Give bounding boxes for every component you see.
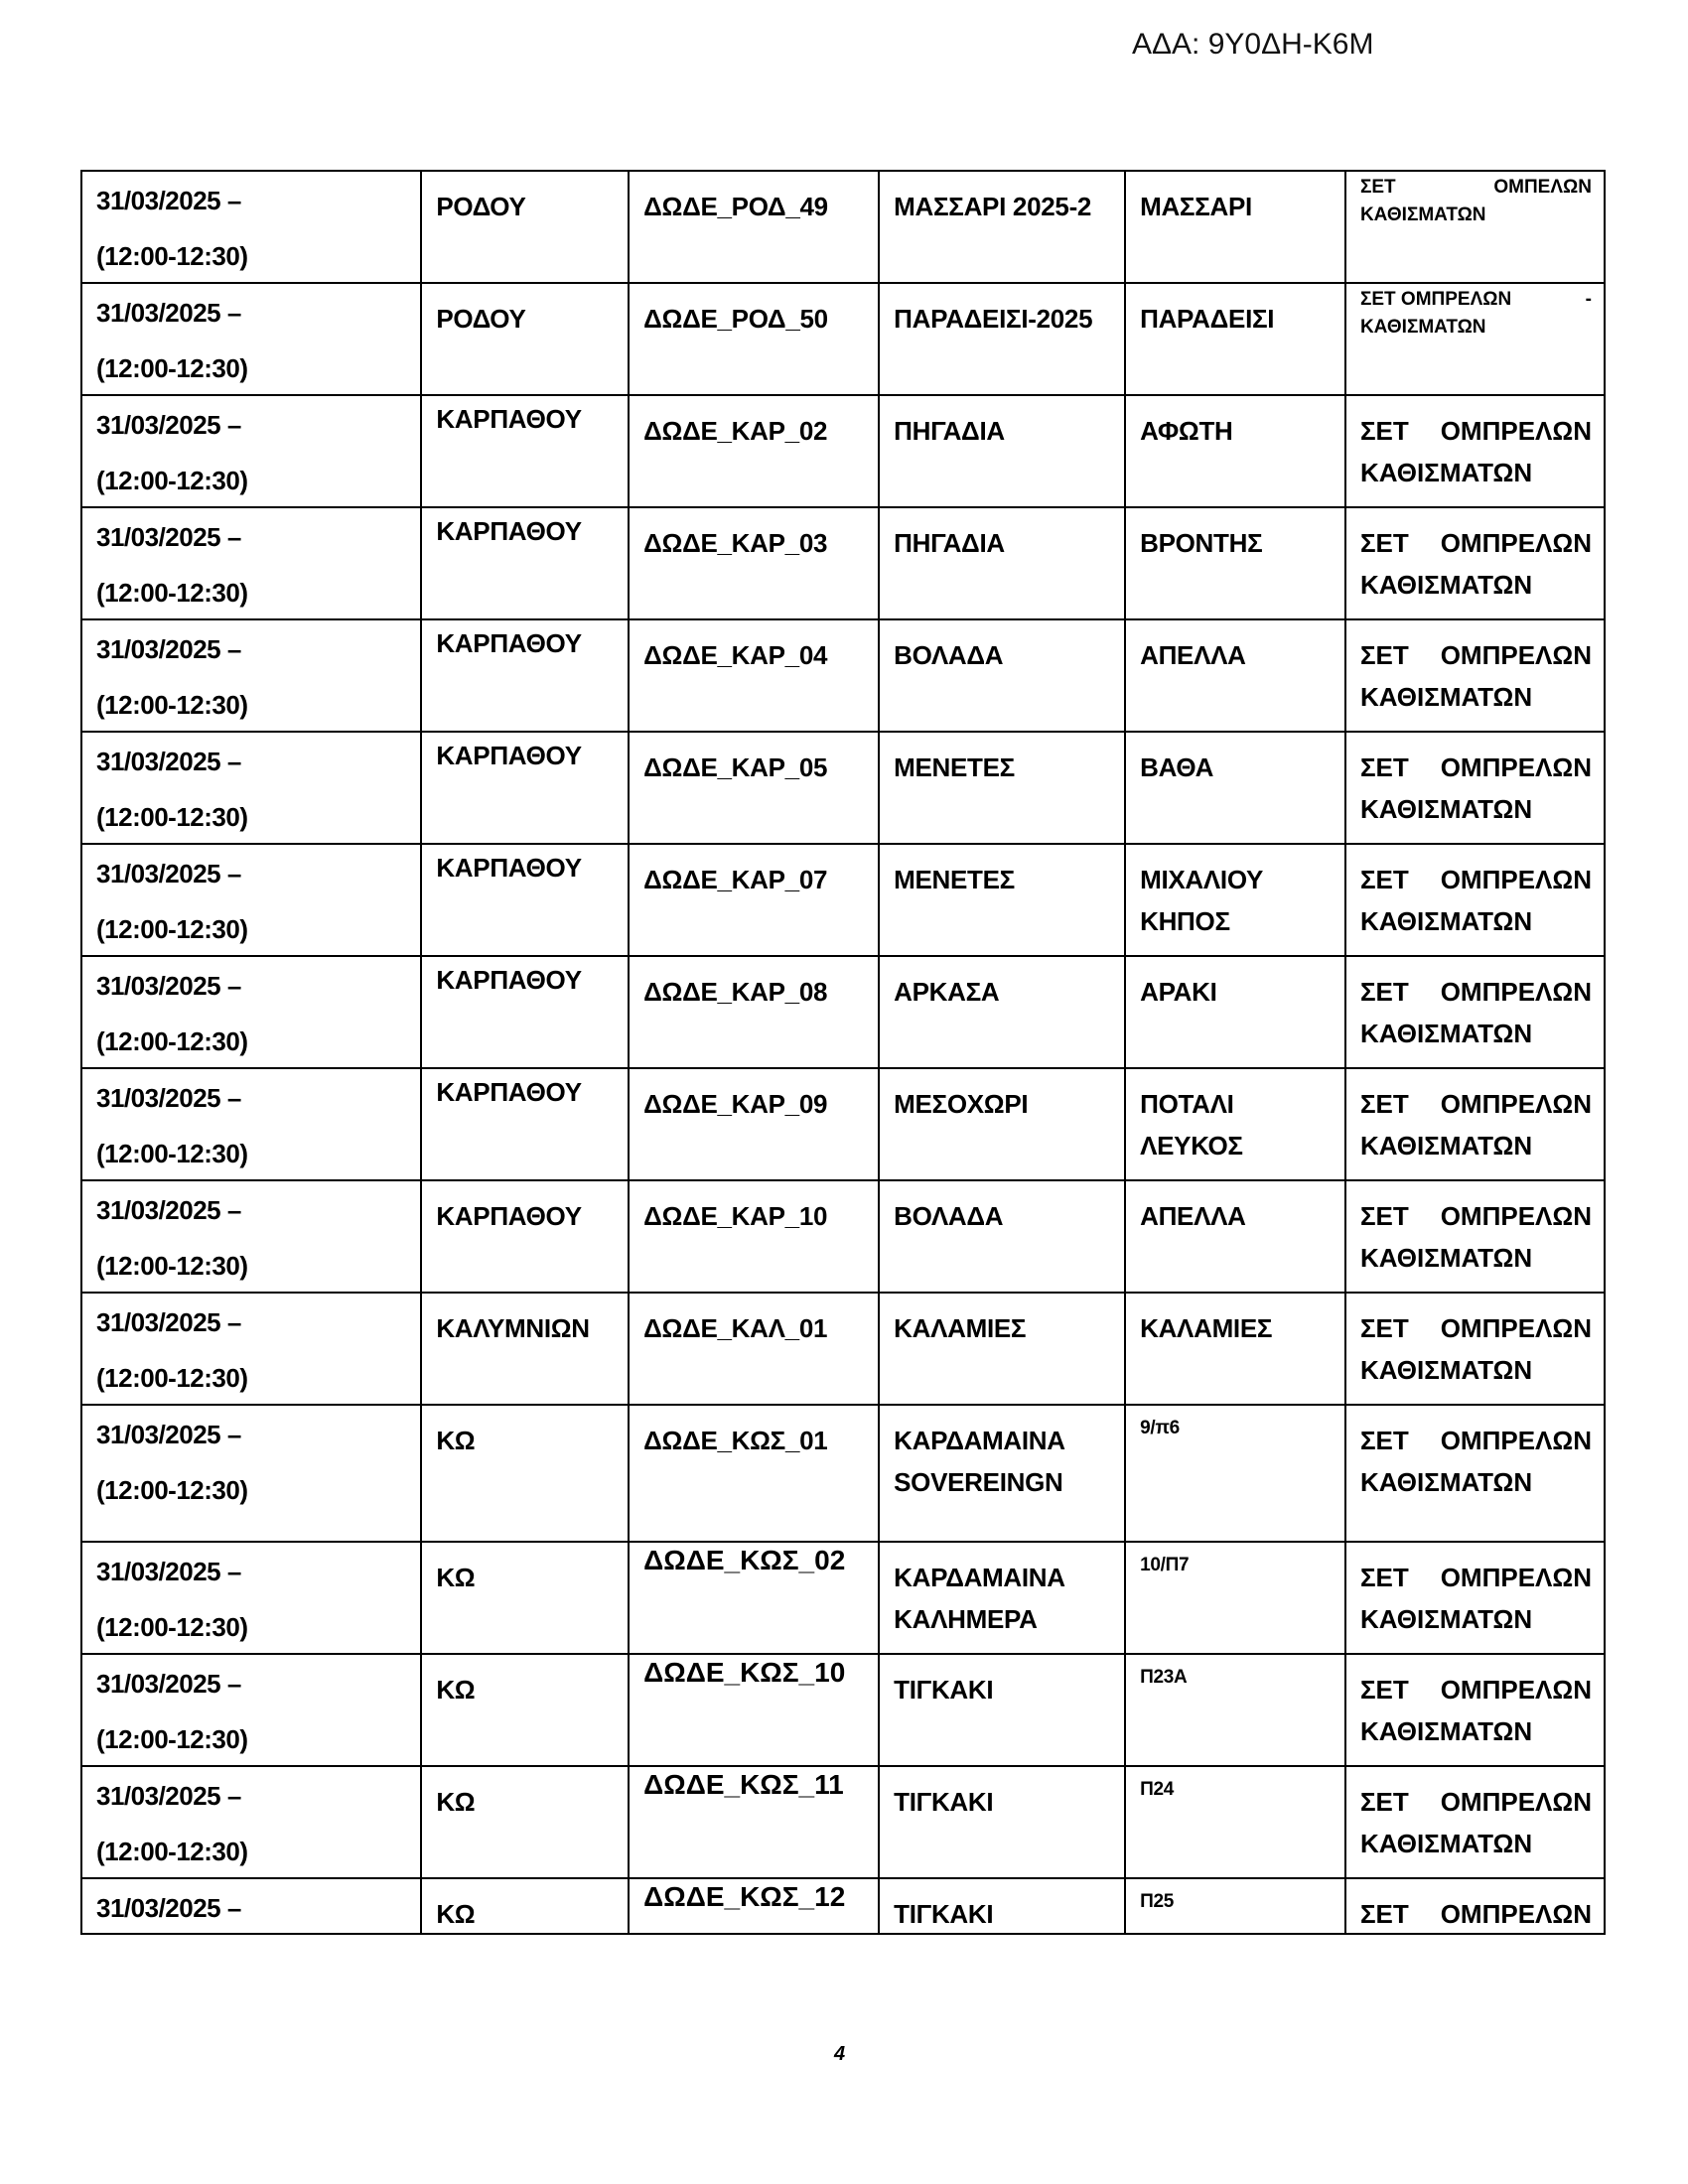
code-text: ΔΩΔΕ_ΡΟΔ_49 bbox=[643, 192, 828, 221]
area-cell bbox=[421, 283, 629, 395]
site-text: ΚΑΡΔΑΜΑΙΝΑ ΚΑΛΗΜΕΡΑ bbox=[894, 1563, 1065, 1634]
area-text: ΚΑΡΠΑΘΟΥ bbox=[436, 628, 582, 658]
area-text: ΚΑΡΠΑΘΟΥ bbox=[436, 853, 582, 883]
use-text-part: ΟΜΠΡΕΛΩΝ bbox=[1440, 865, 1592, 894]
site-cell bbox=[879, 283, 1125, 395]
table-row bbox=[81, 844, 1605, 956]
site-text: ΜΕΣΟΧΩΡΙ bbox=[894, 1089, 1029, 1119]
use-text-part: ΣΕΤ bbox=[1359, 977, 1409, 1007]
use-text-part: ΣΕΤ bbox=[1359, 640, 1409, 670]
date-text: 31/03/2025 – bbox=[96, 186, 241, 215]
use-cell bbox=[1345, 1766, 1605, 1878]
date-cell bbox=[81, 507, 421, 619]
date-text: 31/03/2025 – bbox=[96, 1420, 241, 1449]
code-cell bbox=[629, 171, 879, 283]
code-cell bbox=[629, 619, 879, 732]
code-cell bbox=[629, 1766, 879, 1878]
time-text: (12:00-12:30) bbox=[96, 1251, 248, 1281]
area-cell bbox=[421, 1878, 629, 1934]
location-text: ΚΑΛΑΜΙΕΣ bbox=[1140, 1313, 1273, 1343]
date-cell bbox=[81, 1068, 421, 1180]
use-text-part: ΣΕΤ bbox=[1359, 177, 1396, 198]
use-text bbox=[1360, 1557, 1592, 1640]
location-cell bbox=[1125, 1405, 1345, 1542]
use-text-line2: ΚΑΘΙΣΜΑΤΩΝ bbox=[1359, 1131, 1533, 1160]
location-text: ΠΑΡΑΔΕΙΣΙ bbox=[1140, 304, 1275, 334]
code-text: ΔΩΔΕ_ΚΑΡ_05 bbox=[643, 752, 828, 782]
date-cell bbox=[81, 171, 421, 283]
table-row bbox=[81, 732, 1605, 844]
use-text-line2: ΚΑΘΙΣΜΑΤΩΝ bbox=[1359, 794, 1533, 824]
use-text bbox=[1360, 1420, 1592, 1503]
date-cell bbox=[81, 1766, 421, 1878]
use-cell bbox=[1345, 956, 1605, 1068]
code-text: ΔΩΔΕ_ΚΩΣ_10 bbox=[643, 1657, 846, 1688]
table-row bbox=[81, 171, 1605, 283]
site-text: ΠΗΓΑΔΙΑ bbox=[894, 528, 1005, 558]
use-cell bbox=[1345, 732, 1605, 844]
code-cell bbox=[629, 1654, 879, 1766]
area-cell bbox=[421, 619, 629, 732]
use-cell bbox=[1345, 507, 1605, 619]
use-cell bbox=[1345, 171, 1605, 283]
site-text: ΑΡΚΑΣΑ bbox=[894, 977, 1000, 1007]
time-text: (12:00-12:30) bbox=[96, 466, 248, 495]
table-row bbox=[81, 1068, 1605, 1180]
code-cell bbox=[629, 956, 879, 1068]
date-cell bbox=[81, 956, 421, 1068]
code-text: ΔΩΔΕ_ΚΩΣ_12 bbox=[643, 1881, 846, 1912]
table-row bbox=[81, 619, 1605, 732]
code-text: ΔΩΔΕ_ΚΑΡ_02 bbox=[643, 416, 828, 446]
use-text-part: ΟΜΠΡΕΛΩΝ bbox=[1440, 416, 1592, 446]
area-text: ΚΑΡΠΑΘΟΥ bbox=[436, 404, 582, 434]
table-row bbox=[81, 1405, 1605, 1542]
use-text-part: ΟΜΠΡΕΛΩΝ bbox=[1440, 1313, 1592, 1343]
location-cell bbox=[1125, 844, 1345, 956]
location-text: ΒΡΟΝΤΗΣ bbox=[1140, 528, 1263, 558]
site-text: ΒΟΛΑΔΑ bbox=[894, 640, 1004, 670]
site-text: ΤΙΓΚΑΚΙ bbox=[894, 1675, 994, 1705]
table-row bbox=[81, 956, 1605, 1068]
use-text-part: ΣΕΤ bbox=[1359, 1899, 1409, 1929]
code-text: ΔΩΔΕ_ΚΑΡ_03 bbox=[643, 528, 828, 558]
location-text: Π23Α bbox=[1140, 1667, 1188, 1688]
use-text-part: ΟΜΠΡΕΛΩΝ bbox=[1440, 1426, 1592, 1455]
location-cell bbox=[1125, 956, 1345, 1068]
date-cell bbox=[81, 1293, 421, 1405]
use-cell bbox=[1345, 395, 1605, 507]
time-text: (12:00-12:30) bbox=[96, 1612, 248, 1642]
table-row bbox=[81, 1766, 1605, 1878]
use-cell bbox=[1345, 1180, 1605, 1293]
code-cell bbox=[629, 844, 879, 956]
use-text-part: ΟΜΠΕΛΩΝ bbox=[1493, 177, 1592, 198]
date-text: 31/03/2025 – bbox=[96, 522, 241, 552]
use-cell bbox=[1345, 1405, 1605, 1542]
date-cell bbox=[81, 844, 421, 956]
site-cell bbox=[879, 1542, 1125, 1654]
time-text: (12:00-12:30) bbox=[96, 1139, 248, 1168]
area-text: ΚΩ bbox=[436, 1563, 476, 1592]
area-text: ΚΑΡΠΑΘΟΥ bbox=[436, 516, 582, 546]
location-text: Π25 bbox=[1140, 1891, 1175, 1912]
site-text: ΚΑΡΔΑΜΑΙΝΑ SOVEREINGN bbox=[894, 1426, 1065, 1497]
use-text-line2: ΚΑΘΙΣΜΑΤΩΝ bbox=[1359, 570, 1533, 600]
location-text: ΜΑΣΣΑΡΙ bbox=[1140, 192, 1252, 221]
use-text-part: ΟΜΠΡΕΛΩΝ bbox=[1440, 1563, 1592, 1592]
code-text: ΔΩΔΕ_ΚΑΡ_09 bbox=[643, 1089, 828, 1119]
use-text-part: ΟΜΠΡΕΛΩΝ bbox=[1440, 640, 1592, 670]
use-text bbox=[1360, 971, 1592, 1054]
date-cell bbox=[81, 395, 421, 507]
site-text: ΜΕΝΕΤΕΣ bbox=[894, 865, 1015, 894]
use-text-part: ΟΜΠΡΕΛΩΝ bbox=[1440, 1899, 1592, 1929]
use-cell bbox=[1345, 283, 1605, 395]
site-cell bbox=[879, 1293, 1125, 1405]
use-text bbox=[1360, 410, 1592, 493]
time-text: (12:00-12:30) bbox=[96, 690, 248, 720]
site-text: ΜΕΝΕΤΕΣ bbox=[894, 752, 1015, 782]
location-cell bbox=[1125, 1654, 1345, 1766]
use-cell bbox=[1345, 1878, 1605, 1934]
area-cell bbox=[421, 1654, 629, 1766]
area-cell bbox=[421, 171, 629, 283]
code-cell bbox=[629, 283, 879, 395]
area-cell bbox=[421, 395, 629, 507]
area-text: ΚΑΡΠΑΘΟΥ bbox=[436, 1077, 582, 1107]
time-text: (12:00-12:30) bbox=[96, 802, 248, 832]
date-text: 31/03/2025 – bbox=[96, 1307, 241, 1337]
location-cell bbox=[1125, 732, 1345, 844]
area-cell bbox=[421, 956, 629, 1068]
table-row bbox=[81, 1542, 1605, 1654]
date-cell bbox=[81, 732, 421, 844]
site-text: ΤΙΓΚΑΚΙ bbox=[894, 1787, 994, 1817]
date-text: 31/03/2025 – bbox=[96, 634, 241, 664]
date-text: 31/03/2025 – bbox=[96, 1893, 241, 1923]
area-text: ΚΩ bbox=[436, 1899, 476, 1929]
date-text: 31/03/2025 – bbox=[96, 1669, 241, 1699]
use-text-line2: ΚΑΘΙΣΜΑΤΩΝ bbox=[1359, 1716, 1533, 1746]
area-cell bbox=[421, 1766, 629, 1878]
area-cell bbox=[421, 1405, 629, 1542]
site-cell bbox=[879, 1068, 1125, 1180]
site-cell bbox=[879, 507, 1125, 619]
code-cell bbox=[629, 395, 879, 507]
code-text: ΔΩΔΕ_ΚΑΡ_10 bbox=[643, 1201, 828, 1231]
date-text: 31/03/2025 – bbox=[96, 410, 241, 440]
use-text-line2: ΚΑΘΙΣΜΑΤΩΝ bbox=[1359, 1243, 1533, 1273]
use-cell bbox=[1345, 1654, 1605, 1766]
area-text: ΚΑΡΠΑΘΟΥ bbox=[436, 741, 582, 770]
use-text-part: ΣΕΤ bbox=[1359, 1201, 1409, 1231]
use-cell bbox=[1345, 1542, 1605, 1654]
time-text: (12:00-12:30) bbox=[96, 353, 248, 383]
date-cell bbox=[81, 283, 421, 395]
code-text: ΔΩΔΕ_ΚΑΡ_04 bbox=[643, 640, 828, 670]
code-cell bbox=[629, 732, 879, 844]
use-text-part: ΣΕΤ bbox=[1359, 1787, 1409, 1817]
use-text bbox=[1360, 286, 1592, 341]
location-text: ΑΡΑΚΙ bbox=[1140, 977, 1217, 1007]
site-cell bbox=[879, 1654, 1125, 1766]
area-cell bbox=[421, 1180, 629, 1293]
use-text-line2: ΚΑΘΙΣΜΑΤΩΝ bbox=[1359, 205, 1486, 225]
site-cell bbox=[879, 956, 1125, 1068]
use-text bbox=[1360, 1083, 1592, 1166]
use-text-part: ΣΕΤ bbox=[1359, 1426, 1409, 1455]
site-cell bbox=[879, 171, 1125, 283]
use-text-part: ΟΜΠΡΕΛΩΝ bbox=[1440, 1089, 1592, 1119]
use-text-line2: ΚΑΘΙΣΜΑΤΩΝ bbox=[1359, 1829, 1533, 1858]
use-text bbox=[1360, 747, 1592, 830]
date-cell bbox=[81, 1878, 421, 1934]
use-text bbox=[1360, 1893, 1592, 1935]
use-text-part: ΟΜΠΡΕΛΩΝ bbox=[1440, 1201, 1592, 1231]
time-text: (12:00-12:30) bbox=[96, 1724, 248, 1754]
use-text-part: ΟΜΠΡΕΛΩΝ bbox=[1440, 1675, 1592, 1705]
code-text: ΔΩΔΕ_ΡΟΔ_50 bbox=[643, 304, 828, 334]
date-cell bbox=[81, 619, 421, 732]
area-text: ΚΑΛΥΜΝΙΩΝ bbox=[436, 1313, 590, 1343]
code-cell bbox=[629, 1542, 879, 1654]
use-text-part: ΣΕΤ bbox=[1359, 1563, 1409, 1592]
area-text: ΚΩ bbox=[436, 1426, 476, 1455]
use-text-line2: ΚΑΘΙΣΜΑΤΩΝ bbox=[1359, 906, 1533, 936]
use-text-part: ΣΕΤ bbox=[1359, 1313, 1409, 1343]
location-cell bbox=[1125, 1293, 1345, 1405]
code-text: ΔΩΔΕ_ΚΩΣ_02 bbox=[643, 1545, 846, 1575]
location-cell bbox=[1125, 1180, 1345, 1293]
location-cell bbox=[1125, 171, 1345, 283]
ada-reference: ΑΔΑ: 9Υ0ΔΗ-Κ6Μ bbox=[1132, 28, 1374, 61]
area-cell bbox=[421, 1293, 629, 1405]
use-text-part: ΣΕΤ bbox=[1359, 528, 1409, 558]
site-text: ΒΟΛΑΔΑ bbox=[894, 1201, 1004, 1231]
time-text: (12:00-12:30) bbox=[96, 1026, 248, 1056]
use-text-part: ΟΜΠΡΕΛΩΝ bbox=[1440, 528, 1592, 558]
use-text-part: ΟΜΠΡΕΛΩΝ bbox=[1440, 977, 1592, 1007]
site-cell bbox=[879, 619, 1125, 732]
location-text: ΜΙΧΑΛΙΟΥ ΚΗΠΟΣ bbox=[1140, 865, 1264, 936]
area-cell bbox=[421, 507, 629, 619]
code-cell bbox=[629, 1068, 879, 1180]
date-cell bbox=[81, 1180, 421, 1293]
location-text: ΑΠΕΛΛΑ bbox=[1140, 1201, 1246, 1231]
schedule-table bbox=[80, 170, 1606, 1935]
use-text-part: ΣΕΤ bbox=[1359, 752, 1409, 782]
site-cell bbox=[879, 395, 1125, 507]
time-text: (12:00-12:30) bbox=[96, 914, 248, 944]
use-text-line2: ΚΑΘΙΣΜΑΤΩΝ bbox=[1359, 1467, 1533, 1497]
location-text: ΑΦΩΤΗ bbox=[1140, 416, 1233, 446]
site-cell bbox=[879, 844, 1125, 956]
date-cell bbox=[81, 1654, 421, 1766]
location-cell bbox=[1125, 283, 1345, 395]
use-text bbox=[1360, 522, 1592, 606]
site-text: ΠΑΡΑΔΕΙΣΙ-2025 bbox=[894, 304, 1093, 334]
area-cell bbox=[421, 1068, 629, 1180]
location-text: 10/Π7 bbox=[1140, 1555, 1190, 1575]
time-text: (12:00-12:30) bbox=[96, 578, 248, 608]
use-text-line2: ΚΑΘΙΣΜΑΤΩΝ bbox=[1359, 682, 1533, 712]
page-number: 4 bbox=[834, 2043, 846, 2065]
use-text bbox=[1360, 859, 1592, 942]
area-cell bbox=[421, 1542, 629, 1654]
code-text: ΔΩΔΕ_ΚΑΛ_01 bbox=[643, 1313, 828, 1343]
table-row bbox=[81, 1878, 1605, 1934]
time-text: (12:00-12:30) bbox=[96, 1363, 248, 1393]
location-text: ΒΑΘΑ bbox=[1140, 752, 1214, 782]
use-cell bbox=[1345, 1293, 1605, 1405]
use-text-part: ΣΕΤ bbox=[1359, 1089, 1409, 1119]
code-cell bbox=[629, 507, 879, 619]
date-text: 31/03/2025 – bbox=[96, 859, 241, 888]
date-text: 31/03/2025 – bbox=[96, 298, 241, 328]
table-row bbox=[81, 283, 1605, 395]
use-text bbox=[1360, 1195, 1592, 1279]
use-text-part: ΣΕΤ bbox=[1359, 1675, 1409, 1705]
area-text: ΚΑΡΠΑΘΟΥ bbox=[436, 965, 582, 995]
site-cell bbox=[879, 732, 1125, 844]
location-cell bbox=[1125, 1542, 1345, 1654]
location-cell bbox=[1125, 1878, 1345, 1934]
use-text-part: ΣΕΤ bbox=[1359, 416, 1409, 446]
code-cell bbox=[629, 1405, 879, 1542]
area-text: ΚΩ bbox=[436, 1787, 476, 1817]
location-cell bbox=[1125, 1766, 1345, 1878]
date-cell bbox=[81, 1405, 421, 1542]
site-text: ΚΑΛΑΜΙΕΣ bbox=[894, 1313, 1027, 1343]
date-cell bbox=[81, 1542, 421, 1654]
location-text: 9/π6 bbox=[1140, 1418, 1180, 1438]
date-text: 31/03/2025 – bbox=[96, 971, 241, 1001]
site-text: ΠΗΓΑΔΙΑ bbox=[894, 416, 1005, 446]
area-cell bbox=[421, 844, 629, 956]
code-cell bbox=[629, 1180, 879, 1293]
use-cell bbox=[1345, 619, 1605, 732]
site-cell bbox=[879, 1180, 1125, 1293]
code-text: ΔΩΔΕ_ΚΩΣ_11 bbox=[643, 1769, 844, 1800]
date-text: 31/03/2025 – bbox=[96, 1083, 241, 1113]
use-text-line2: ΚΑΘΙΣΜΑΤΩΝ bbox=[1359, 1019, 1533, 1048]
use-text-part: - bbox=[1585, 289, 1592, 310]
use-text-part: ΟΜΠΡΕΛΩΝ bbox=[1440, 752, 1592, 782]
use-text-line2: ΚΑΘΙΣΜΑΤΩΝ bbox=[1359, 458, 1533, 487]
code-cell bbox=[629, 1878, 879, 1934]
site-cell bbox=[879, 1405, 1125, 1542]
location-cell bbox=[1125, 619, 1345, 732]
table-row bbox=[81, 1654, 1605, 1766]
code-text: ΔΩΔΕ_ΚΩΣ_01 bbox=[643, 1426, 828, 1455]
code-text: ΔΩΔΕ_ΚΑΡ_07 bbox=[643, 865, 828, 894]
site-text: ΤΙΓΚΑΚΙ bbox=[894, 1899, 994, 1929]
use-text bbox=[1360, 174, 1592, 229]
use-text bbox=[1360, 1669, 1592, 1752]
use-text bbox=[1360, 1307, 1592, 1391]
date-text: 31/03/2025 – bbox=[96, 1557, 241, 1586]
use-text bbox=[1360, 634, 1592, 718]
use-text-part: ΣΕΤ bbox=[1359, 865, 1409, 894]
use-text bbox=[1360, 1781, 1592, 1864]
code-cell bbox=[629, 1293, 879, 1405]
table-row bbox=[81, 1180, 1605, 1293]
use-text-part: ΟΜΠΡΕΛΩΝ bbox=[1440, 1787, 1592, 1817]
area-text: ΡΟΔΟΥ bbox=[436, 192, 526, 221]
use-text-part: ΣΕΤ ΟΜΠΡΕΛΩΝ bbox=[1359, 289, 1512, 310]
date-text: 31/03/2025 – bbox=[96, 1195, 241, 1225]
location-cell bbox=[1125, 507, 1345, 619]
area-text: ΚΑΡΠΑΘΟΥ bbox=[436, 1201, 582, 1231]
table-row bbox=[81, 507, 1605, 619]
site-text: ΜΑΣΣΑΡΙ 2025-2 bbox=[894, 192, 1092, 221]
use-cell bbox=[1345, 1068, 1605, 1180]
use-text-line2: ΚΑΘΙΣΜΑΤΩΝ bbox=[1359, 1355, 1533, 1385]
time-text: (12:00-12:30) bbox=[96, 241, 248, 271]
code-text: ΔΩΔΕ_ΚΑΡ_08 bbox=[643, 977, 828, 1007]
table-row bbox=[81, 395, 1605, 507]
use-cell bbox=[1345, 844, 1605, 956]
location-text: Π24 bbox=[1140, 1779, 1175, 1800]
site-cell bbox=[879, 1766, 1125, 1878]
area-text: ΡΟΔΟΥ bbox=[436, 304, 526, 334]
location-cell bbox=[1125, 395, 1345, 507]
table-row bbox=[81, 1293, 1605, 1405]
date-text: 31/03/2025 – bbox=[96, 747, 241, 776]
area-text: ΚΩ bbox=[436, 1675, 476, 1705]
area-cell bbox=[421, 732, 629, 844]
location-text: ΠΟΤΑΛΙ ΛΕΥΚΟΣ bbox=[1140, 1089, 1243, 1160]
time-text: (12:00-12:30) bbox=[96, 1837, 248, 1866]
date-text: 31/03/2025 – bbox=[96, 1781, 241, 1811]
time-text: (12:00-12:30) bbox=[96, 1475, 248, 1505]
location-cell bbox=[1125, 1068, 1345, 1180]
location-text: ΑΠΕΛΛΑ bbox=[1140, 640, 1246, 670]
site-cell bbox=[879, 1878, 1125, 1934]
use-text-line2: ΚΑΘΙΣΜΑΤΩΝ bbox=[1359, 317, 1486, 338]
use-text-line2: ΚΑΘΙΣΜΑΤΩΝ bbox=[1359, 1604, 1533, 1634]
